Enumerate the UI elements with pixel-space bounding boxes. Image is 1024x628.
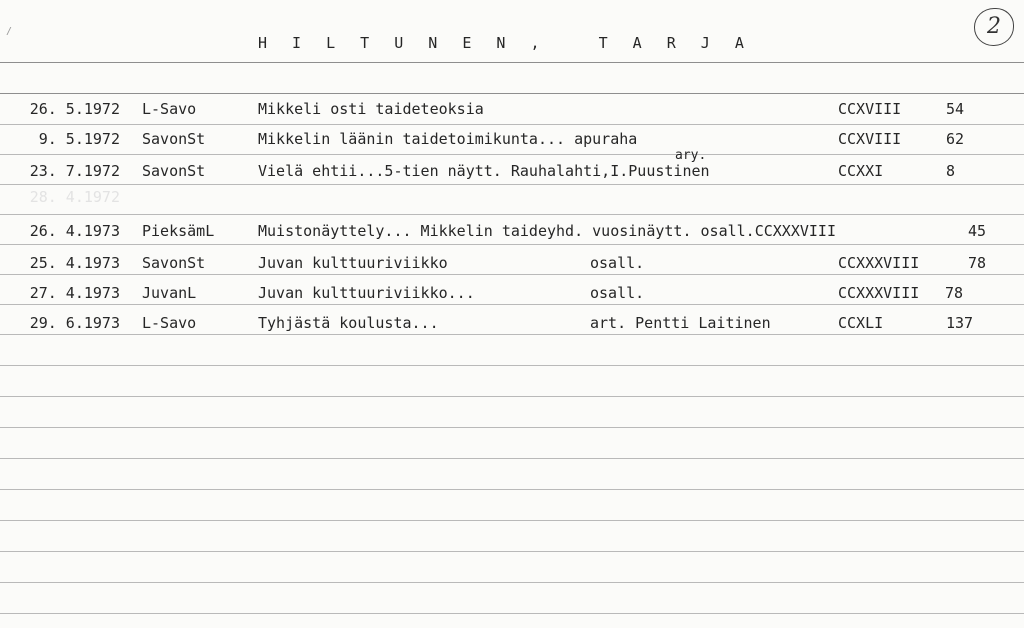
entry-date: 23. 7.1972 [29,162,120,180]
entry-row [0,284,1024,314]
entry-ref: CCXXXVIII [838,284,920,302]
entry-title: Juvan kulttuuriviikko [258,254,448,272]
entry-date: 27. 4.1973 [29,284,120,302]
entry-ref: CCXXI [838,162,884,180]
entry-page: 54 [946,100,965,118]
entry-row-faded [0,188,1024,218]
entry-note: osall. [590,254,645,272]
entry-title: Juvan kulttuuriviikko... [258,284,475,302]
entry-paper: L-Savo [142,100,197,118]
ruled-line [0,396,1024,397]
entry-note: ary. [675,148,707,163]
entry-title: Vielä ehtii...5-tien näytt. Rauhalahti,I.Puustinen [258,162,710,180]
entry-page: 78 [945,284,964,302]
entry-page: 78 [968,254,987,272]
entry-date: 29. 6.1973 [29,314,120,332]
entry-page: 45 [968,222,987,240]
entry-paper: PieksämL [142,222,215,240]
ruled-line [0,427,1024,428]
entry-row [0,130,1024,160]
entry-title: Mikkelin läänin taidetoimikunta... apuraha [258,130,638,148]
ruled-line [0,365,1024,366]
entry-paper: SavonSt [142,162,206,180]
header-rule-2 [0,93,1024,94]
entry-ref: CCXXXVIII [838,254,920,272]
ruled-line [0,489,1024,490]
entry-title: Mikkeli osti taideteoksia [258,100,484,118]
entry-ref: CCXVIII [838,100,902,118]
entry-row [0,314,1024,344]
entry-row [0,254,1024,284]
entry-paper: SavonSt [142,130,206,148]
entry-title: Muistonäyttely... Mikkelin taideyhd. vuosinäytt. osall.CCXXXVIII [258,222,836,240]
entry-title: Tyhjästä koulusta... [258,314,439,332]
entry-page: 8 [946,162,956,180]
entry-page: 62 [946,130,965,148]
card-number-circle: 2 [974,8,1014,46]
card-title: H I L T U N E N , T A R J A [258,34,752,52]
entry-date: 25. 4.1973 [29,254,120,272]
ruled-line [0,613,1024,614]
entry-note: osall. [590,284,645,302]
entry-page: 137 [946,314,974,332]
entry-paper: SavonSt [142,254,206,272]
entry-note: art. Pentti Laitinen [590,314,771,332]
entry-ref: CCXVIII [838,130,902,148]
ruled-line [0,520,1024,521]
pencil-mark: / [6,26,13,37]
header-rule [0,62,1024,63]
entry-row [0,100,1024,130]
ruled-line [0,582,1024,583]
entry-paper: JuvanL [142,284,197,302]
entry-paper: L-Savo [142,314,197,332]
entry-ref: CCXLI [838,314,884,332]
ruled-line [0,551,1024,552]
entry-date: 26. 5.1972 [29,100,120,118]
entry-date: 28. 4.1972 [29,188,120,206]
ruled-line [0,458,1024,459]
entry-row [0,222,1024,252]
entry-date: 9. 5.1972 [38,130,120,148]
entry-date: 26. 4.1973 [29,222,120,240]
